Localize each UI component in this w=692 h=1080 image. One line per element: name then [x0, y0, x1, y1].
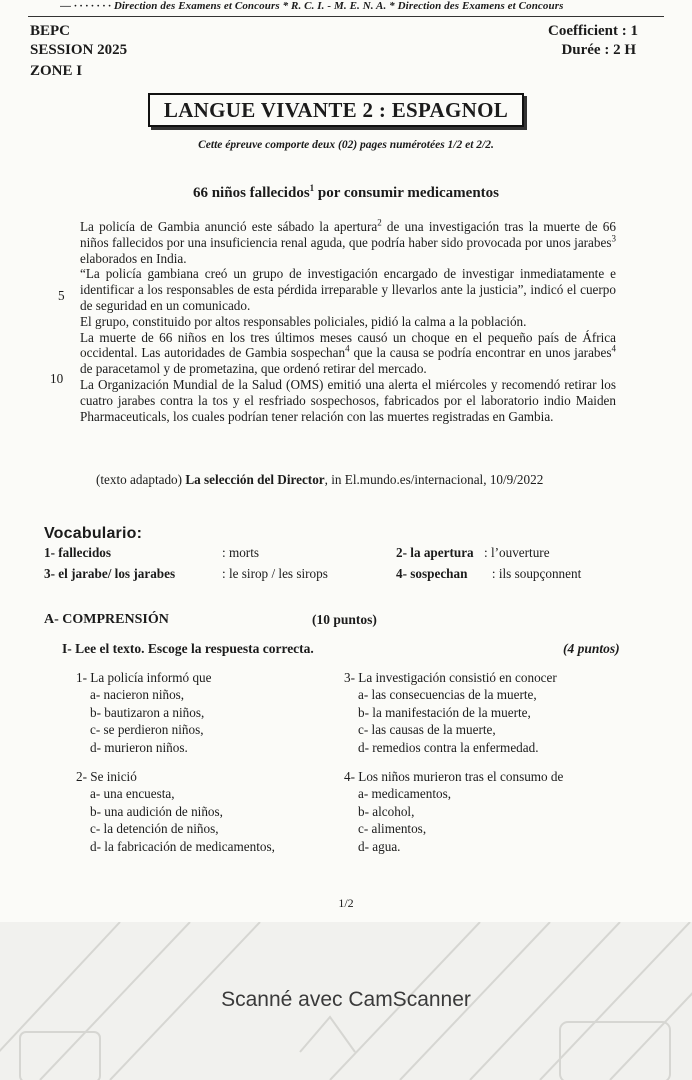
page-count-note: Cette épreuve comporte deux (02) pages numérotées 1/2 et 2/2.: [198, 139, 494, 151]
vocab-def-3: : le sirop / les sirops: [222, 566, 328, 581]
article-title: 66 niños fallecidos$^1$ por consumir medicamentos: [192, 183, 500, 201]
vocab-def-4: : ils soupçonnent: [482, 566, 582, 581]
text-source: (texto adaptado) La selección del Director, in El.mundo.es/internacional, 10/9/2022: [96, 472, 544, 487]
duration: Durée : 2 H: [561, 42, 636, 58]
scanner-footer: [0, 922, 692, 1080]
option: b- alcohol,: [358, 803, 415, 819]
section-title: A- COMPRENSIÓN: [44, 612, 169, 627]
option: a- nacieron niños,: [90, 687, 185, 703]
option: d- la fabricación de medicamentos,: [90, 838, 275, 854]
option: c- se perdieron niños,: [90, 722, 204, 738]
ministry-header-line: — · · · · · · · Direction des Examens et Concours * R. C. I. - M. E. N. A. * Direction des Examens et Concours: [60, 0, 564, 12]
option: b- la manifestación de la muerte,: [358, 704, 531, 720]
instruction: I- Lee el texto. Escoge la respuesta correcta.: [62, 641, 314, 656]
question-2: 2- Se inició a- una encuesta, b- una audición de niños, c- la detención de niños, d- la fabricación de medicamentos,: [76, 769, 275, 854]
option: d- murieron niños.: [90, 739, 188, 755]
line-number-5: 5: [58, 288, 65, 303]
section-points: (10 puntos): [312, 612, 377, 627]
option: c- la detención de niños,: [90, 821, 219, 837]
option: d- agua.: [358, 838, 401, 854]
paragraph-5: La Organización Mundial de la Salud (OMS) emitió una alerta el miércoles y recomendó retirar los cuatro jarabes contra la tos y el resfriado sospechosos, fabricados por el laboratorio indio Maiden Pharmaceuticals, los cuales podrían tener relación con las muertes registradas en Gambia.: [80, 376, 616, 424]
question-3: 3- La investigación consistió en conocer a- las consecuencias de la muerte, b- la manifestación de la muerte, c- las causas de la muerte, d- remedios contra la enfermedad.: [344, 670, 557, 755]
coefficient: Coefficient : 1: [548, 23, 638, 39]
option: a- medicamentos,: [358, 786, 452, 802]
vocab-term-1: 1- fallecidos: [44, 545, 112, 560]
paragraph-3: El grupo, constituido por altos responsables policiales, pidió la calma a la población.: [80, 313, 527, 329]
option: d- remedios contra la enfermedad.: [358, 739, 539, 755]
vocabulary-heading: Vocabulario:: [44, 525, 143, 542]
question-4: 4- Los niños murieron tras el consumo de a- medicamentos, b- alcohol, c- alimentos, d- agua.: [344, 769, 564, 854]
option: a- una encuesta,: [90, 786, 175, 802]
vocab-term-3: 3- el jarabe/ los jarabes: [44, 566, 176, 581]
camscanner-watermark: Scanné avec CamScanner: [221, 988, 471, 1011]
question-1: 1- La policía informó que a- nacieron niños, b- bautizaron a niños, c- se perdieron niños, d- murieron niños.: [76, 670, 212, 755]
exam-level: BEPC: [30, 23, 71, 39]
paragraph-2: “La policía gambiana creó un grupo de investigación encargado de investigar inmediatamente e identificar a los responsables de esta pérdida irreparable y llevarlos ante la justicia”, indicó el cuerpo de seguridad en un comunicado.: [80, 266, 616, 313]
header-rule: [28, 16, 664, 17]
paragraph-4: La muerte de 66 niños en los tres últimos meses causó un choque en el pequeño país de África occidental. Las autoridades de Gambia sospechan$^4$ que la causa se podría encontrar en unos jarabes$^4$ de paracetamol y de prometazina, que ordenó retirar del mercado.: [80, 329, 616, 377]
option: c- alimentos,: [358, 821, 427, 837]
exam-session: SESSION 2025: [30, 42, 128, 58]
option: b- bautizaron a niños,: [90, 704, 205, 720]
article-text: [80, 219, 616, 424]
page-number: 1/2: [338, 896, 354, 910]
subject-title-box: [148, 93, 524, 127]
subject-title: LANGUE VIVANTE 2 : ESPAGNOL: [163, 97, 509, 122]
paragraph-1: La policía de Gambia anunció este sábado la apertura$^2$ de una investigación tras la muerte de 66 niños fallecidos por una insuficiencia renal aguda, que podría haber sido provocada por unos jarabes$^3$ elaborados en India.: [80, 217, 616, 266]
option: b- una audición de niños,: [90, 803, 223, 819]
instruction-points: (4 puntos): [563, 641, 620, 656]
exam-zone: ZONE I: [30, 63, 83, 79]
vocab-term-2: 2- la apertura: [396, 545, 474, 560]
option: a- las consecuencias de la muerte,: [358, 687, 537, 703]
vocab-def-1: : morts: [222, 545, 259, 560]
vocab-def-2: : l’ouverture: [484, 545, 550, 560]
line-number-10: 10: [50, 371, 64, 386]
option: c- las causas de la muerte,: [358, 722, 496, 738]
vocab-term-4: 4- sospechan: [396, 566, 468, 581]
